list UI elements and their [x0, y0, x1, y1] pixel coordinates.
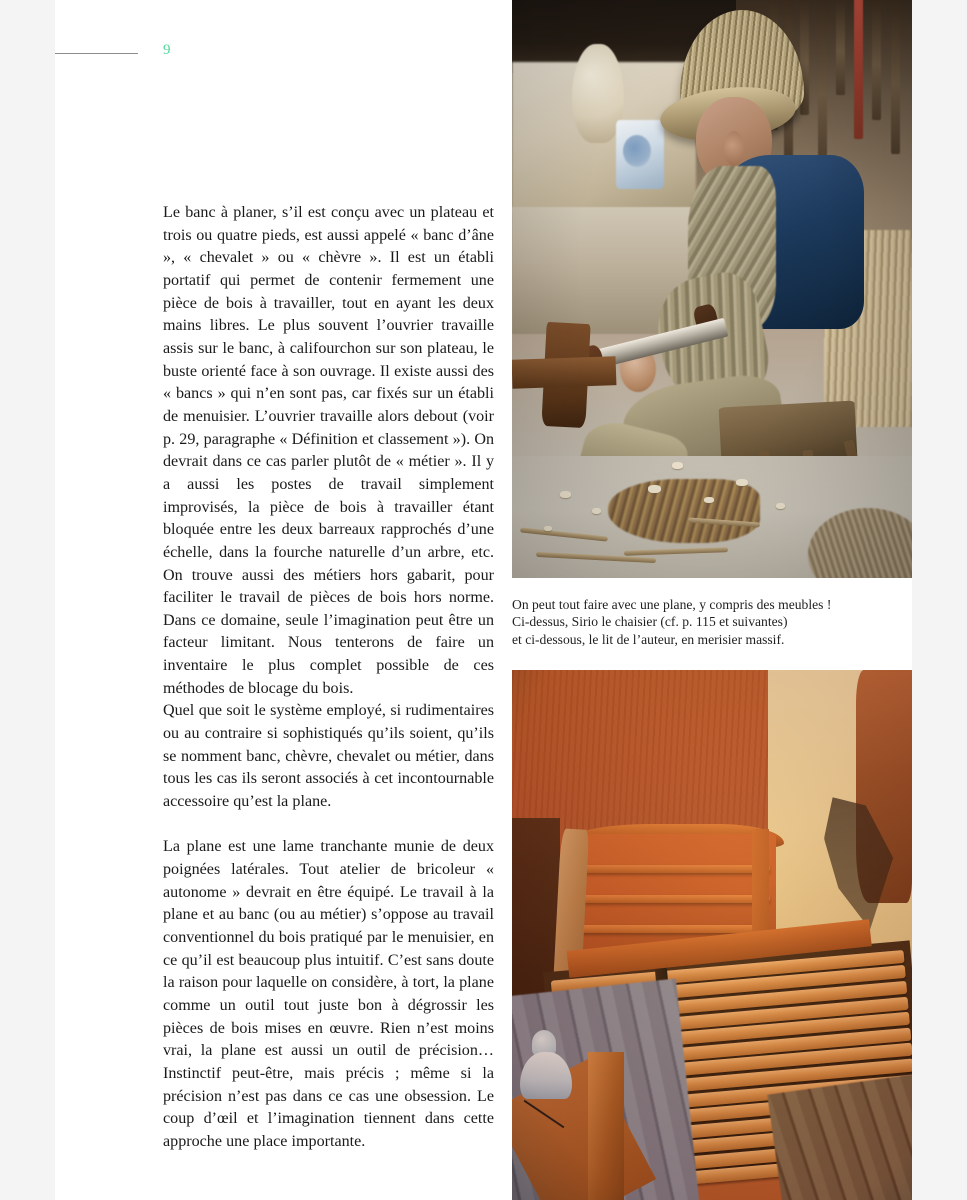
caption-line-1: On peut tout faire avec une plane, y compris des meubles !	[512, 597, 832, 612]
paragraph-3: La plane est une lame tranchante munie de deux poignées latérales. Tout atelier de bricoleur « autonome » devrait en être équipé. Le travail à la plane et au banc (ou au métier) s’oppose au travail conventionnel du bois pratiqué par le menuisier, en ce qu’il est beaucoup plus intuitif. C’est sans doute la raison pour laquelle on considère, à tort, la plane comme un outil tout juste bon à dégrossir les pièces de bois mises en œuvre. Rien n’est moins vrai, la plane est aussi un outil de précision… Instinctif peut-être, mais précis ; même si la précision n’est pas dans ce cas une obsession. Le coup d’œil et l’imagination tiennent dans cette approche une place importante.	[163, 838, 494, 1150]
bed-photo-scene	[512, 670, 912, 1200]
bed-photo-warm-tint	[512, 670, 912, 1200]
craftsman-photo-scene	[512, 0, 912, 578]
page-number: 9	[163, 42, 171, 58]
figure-craftsman-photo	[512, 0, 912, 578]
body-text-column	[163, 202, 494, 1154]
header-rule	[55, 53, 138, 54]
caption-line-2: Ci-dessus, Sirio le chaisier (cf. p. 115 et suivantes)	[512, 614, 788, 630]
figure-bed-photo	[512, 670, 912, 1200]
photo-vignette	[512, 0, 912, 578]
caption-line-3: et ci-dessous, le lit de l’auteur, en merisier massif.	[512, 631, 785, 647]
paragraph-2: Quel que soit le système employé, si rudimentaires ou au contraire si sophistiqués qu’ils soient, qu’ils se nomment banc, chèvre, chevalet ou métier, dans tous les cas ils seront associés à cet incontournable accessoire qu’est la plane.	[163, 702, 494, 811]
figure-caption	[512, 596, 912, 648]
paragraph-1: Le banc à planer, s’il est conçu avec un plateau et trois ou quatre pieds, est aussi appelé « banc d’âne », « chevalet » ou « chèvre ». Il est un établi portatif qui permet de contenir fermement une pièce de bois à travailler, tout en ayant les deux mains libres. Le plus souvent l’ouvrier travaille assis sur le banc, à califourchon sur son plateau, le buste orienté face à son ouvrage. Il existe aussi des « bancs » qui n’en sont pas, car fixés sur un établi de menuisier. L’ouvrier travaille alors debout (voir p. 29, paragraphe « Définition et classement »). On devrait dans ce cas parler plutôt de « métier ». Il y a aussi les postes de travail simplement improvisés, la pièce de bois à travailler étant bloquée entre les deux barreaux rapprochés d’une échelle, dans la fourche naturelle d’un arbre, etc. On trouve aussi des métiers hors gabarit, pour faciliter le travail de pièces de bois hors norme. Dans ce domaine, seule l’imagination peut être un facteur limitant. Nous tenterons de faire un inventaire le plus complet possible de ces méthodes de blocage du bois.	[163, 204, 494, 697]
